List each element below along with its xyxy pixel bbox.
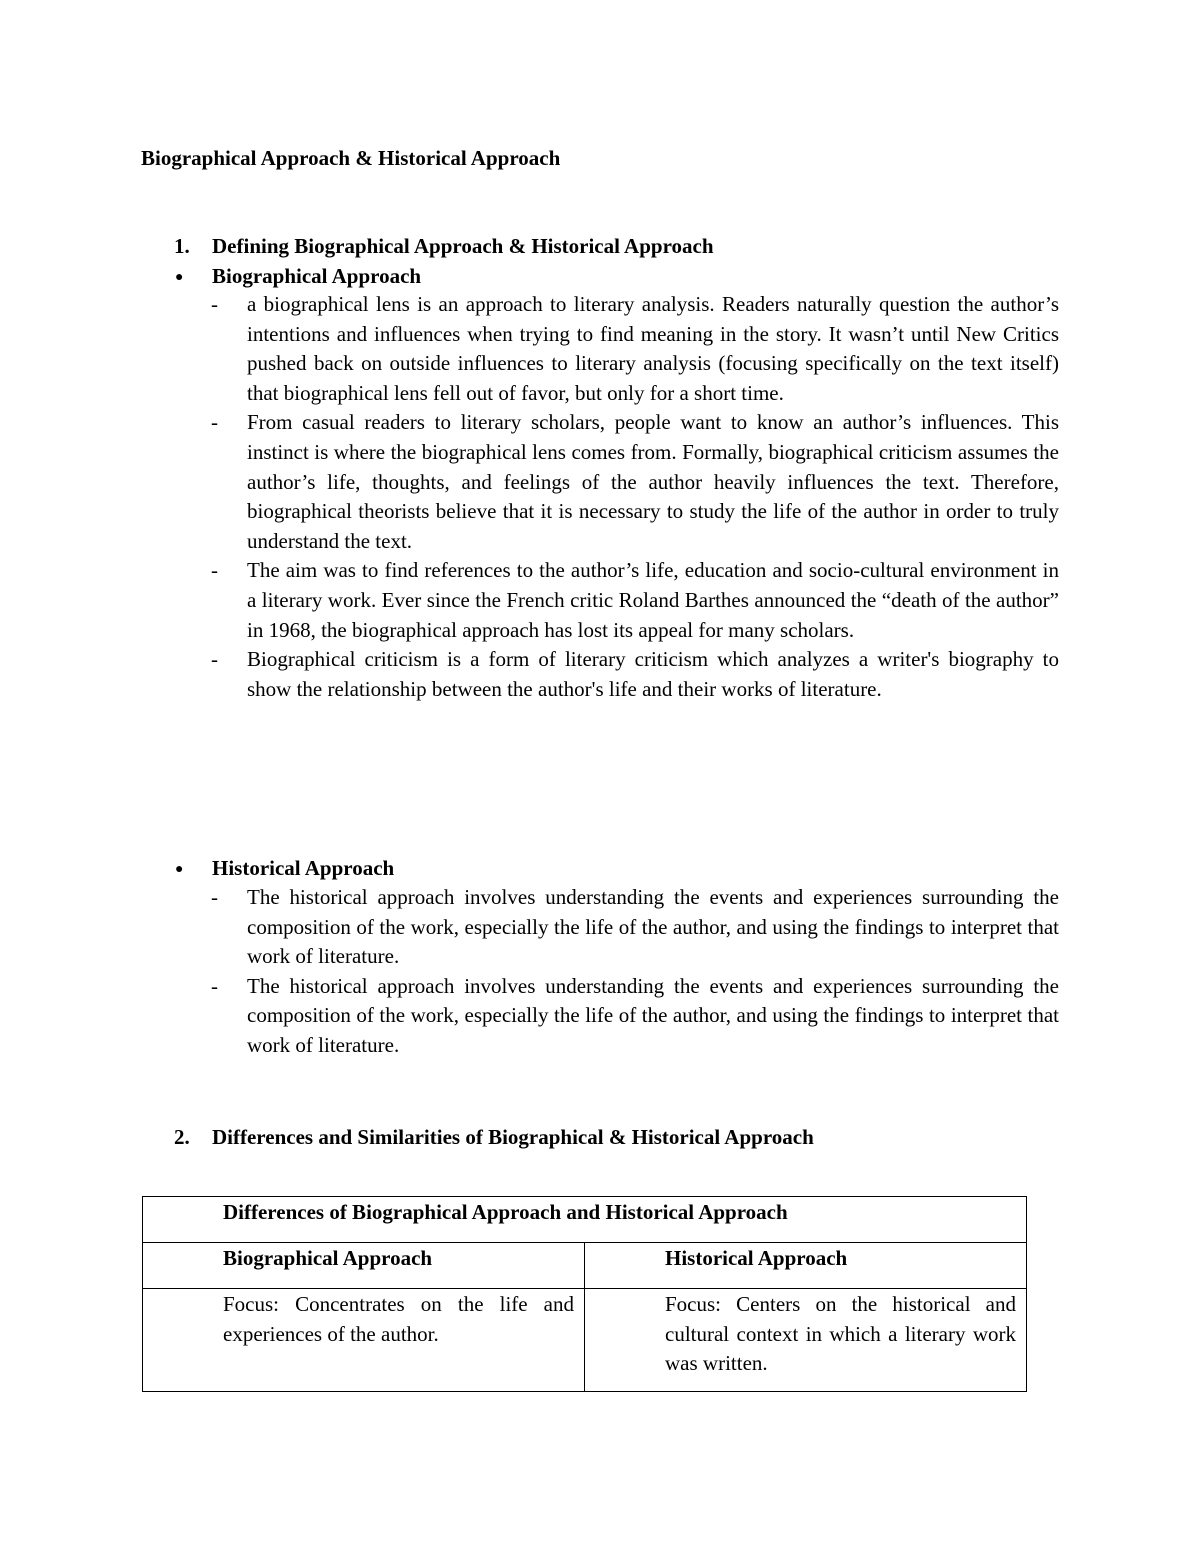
column-header-biographical: Biographical Approach [223, 1246, 433, 1270]
section-number: 1. [174, 234, 190, 258]
column-header-historical: Historical Approach [665, 1246, 848, 1270]
list-item-text: a biographical lens is an approach to literary analysis. Readers naturally question the author’s intentions and influences when trying to find meaning in the story. It wasn’t until New Critics pushed back on outside influences to literary analysis (focusing specifically on the text itself) that biographical lens fell out of favor, but only for a short time. [247, 292, 1059, 405]
section-number: 2. [174, 1125, 190, 1149]
biographical-dash-list [211, 290, 1059, 704]
table-header-cell [585, 1243, 1027, 1289]
list-item [211, 883, 1059, 972]
list-item [211, 645, 1059, 704]
list-item [211, 408, 1059, 556]
section-1-heading [141, 231, 714, 261]
section-2-heading [141, 1122, 814, 1152]
table-caption-row [143, 1197, 1027, 1243]
list-item-text: Biographical criticism is a form of literary criticism which analyzes a writer's biography to show the relationship between the author's life and their works of literature. [247, 647, 1059, 701]
cell-biographical-focus: Focus: Concentrates on the life and experiences of the author. [223, 1292, 574, 1346]
list-item [211, 556, 1059, 645]
subsection-biographical-heading [141, 261, 421, 293]
table-header-cell [143, 1243, 585, 1289]
dash-marker: - [211, 410, 218, 435]
list-item-text: The aim was to find references to the author’s life, education and socio-cultural environment in a literary work. Ever since the French critic Roland Barthes announced the “death of the author” in 1968, the biographical approach has lost its appeal for many scholars. [247, 558, 1059, 642]
list-item [211, 290, 1059, 408]
bullet-icon: ● [175, 270, 184, 285]
table-caption-cell [143, 1197, 1027, 1243]
cell-historical-focus: Focus: Centers on the historical and cultural context in which a literary work was written. [665, 1292, 1016, 1376]
table-row [143, 1289, 1027, 1392]
list-item-text: The historical approach involves understanding the events and experiences surrounding the composition of the work, especially the life of the author, and using the findings to interpret that work of literature. [247, 973, 1059, 1057]
subsection-heading-text: Historical Approach [212, 856, 395, 880]
subsection-heading-text: Biographical Approach [212, 264, 422, 288]
section-heading-text: Defining Biographical Approach & Historical Approach [212, 234, 714, 258]
dash-marker: - [211, 973, 218, 998]
dash-marker: - [211, 885, 218, 909]
document-title: Biographical Approach & Historical Approach [141, 146, 561, 170]
list-item [211, 972, 1059, 1061]
table-cell [585, 1289, 1027, 1392]
dash-marker: - [211, 647, 218, 672]
section-heading-text: Differences and Similarities of Biographical & Historical Approach [212, 1125, 814, 1149]
list-item-text: From casual readers to literary scholars, people want to know an author’s influences. This instinct is where the biographical lens comes from. Formally, biographical criticism assumes the author’s life, thoughts, and feelings of the author heavily influences the text. Therefore, biographical theorists believe that it is necessary to study the life of the author in order to truly understand the text. [247, 410, 1059, 553]
historical-dash-list [211, 883, 1059, 1061]
table-caption: Differences of Biographical Approach and Historical Approach [223, 1200, 788, 1224]
list-item-text: The historical approach involves understanding the events and experiences surrounding the composition of the work, especially the life of the author, and using the findings to interpret that work of literature. [247, 885, 1059, 969]
table-header-row [143, 1243, 1027, 1289]
differences-table [142, 1196, 1027, 1392]
subsection-historical-heading [141, 853, 394, 885]
dash-marker: - [211, 558, 218, 583]
table-cell [143, 1289, 585, 1392]
bullet-icon: ● [175, 862, 184, 877]
dash-marker: - [211, 292, 218, 316]
